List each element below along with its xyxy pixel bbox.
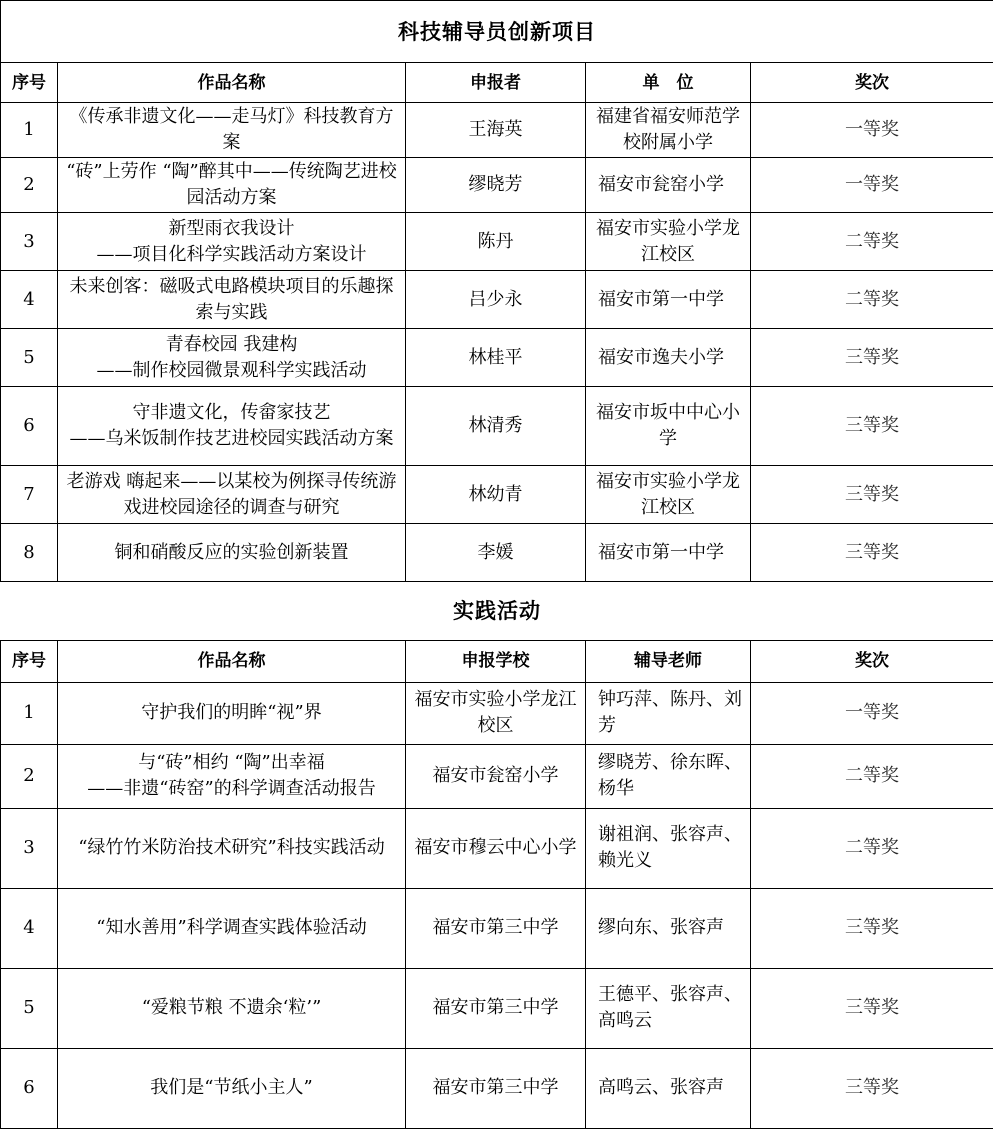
table-row (1, 466, 993, 524)
row-unit: 福安市瓮窑小学 (586, 158, 751, 213)
row-award: 二等奖 (751, 213, 993, 271)
row-teachers: 缪向东、张容声 (586, 888, 751, 968)
row-applicant: 陈丹 (406, 213, 586, 271)
row-no: 7 (1, 466, 58, 524)
table-row (1, 271, 993, 329)
section-title: 实践活动 (1, 582, 993, 640)
row-award: 一等奖 (751, 682, 993, 744)
header-award: 奖次 (751, 640, 993, 682)
row-work-name: 未来创客：磁吸式电路模块项目的乐趣探索与实践 (58, 271, 406, 329)
row-award: 三等奖 (751, 888, 993, 968)
header-applicant: 申报者 (406, 63, 586, 103)
row-applicant: 王海英 (406, 103, 586, 158)
row-no: 1 (1, 103, 58, 158)
row-no: 4 (1, 271, 58, 329)
row-no: 8 (1, 524, 58, 582)
row-applicant: 林桂平 (406, 329, 586, 387)
row-no: 2 (1, 158, 58, 213)
row-applicant: 吕少永 (406, 271, 586, 329)
row-work-name: 老游戏 嗨起来——以某校为例探寻传统游戏进校园途径的调查与研究 (58, 466, 406, 524)
row-school: 福安市瓮窑小学 (406, 744, 586, 808)
row-work-name: 守非遗文化，传畲家技艺 ——乌米饭制作技艺进校园实践活动方案 (58, 387, 406, 466)
header-teachers: 辅导老师 (586, 640, 751, 682)
row-award: 三等奖 (751, 524, 993, 582)
table-row (1, 158, 993, 213)
row-award: 二等奖 (751, 744, 993, 808)
row-award: 三等奖 (751, 968, 993, 1048)
row-award: 三等奖 (751, 387, 993, 466)
row-work-name: “砖”上劳作 “陶”醉其中——传统陶艺进校园活动方案 (58, 158, 406, 213)
row-work-name: 新型雨衣我设计 ——项目化科学实践活动方案设计 (58, 213, 406, 271)
row-award: 三等奖 (751, 1048, 993, 1128)
header-work-name: 作品名称 (58, 63, 406, 103)
table-row (1, 329, 993, 387)
row-applicant: 林清秀 (406, 387, 586, 466)
row-no: 5 (1, 329, 58, 387)
row-school: 福安市穆云中心小学 (406, 808, 586, 888)
row-unit: 福安市第一中学 (586, 524, 751, 582)
row-teachers: 缪晓芳、徐东晖、杨华 (586, 744, 751, 808)
row-award: 三等奖 (751, 466, 993, 524)
table-row (1, 213, 993, 271)
row-teachers: 高鸣云、张容声 (586, 1048, 751, 1128)
table-row (1, 1048, 993, 1128)
header-school: 申报学校 (406, 640, 586, 682)
section-title-row (1, 1, 993, 63)
row-unit: 福安市第一中学 (586, 271, 751, 329)
row-unit: 福安市逸夫小学 (586, 329, 751, 387)
row-no: 4 (1, 888, 58, 968)
header-row (1, 63, 993, 103)
row-teachers: 王德平、张容声、高鸣云 (586, 968, 751, 1048)
row-work-name: 我们是“节纸小主人” (58, 1048, 406, 1128)
row-no: 3 (1, 213, 58, 271)
table-row (1, 103, 993, 158)
row-award: 三等奖 (751, 329, 993, 387)
row-work-name: 《传承非遗文化——走马灯》科技教育方案 (58, 103, 406, 158)
row-work-name: “爱粮节粮 不遗余‘粒’” (58, 968, 406, 1048)
row-applicant: 李媛 (406, 524, 586, 582)
table-row (1, 808, 993, 888)
row-school: 福安市第三中学 (406, 888, 586, 968)
header-award: 奖次 (751, 63, 993, 103)
row-work-name: 守护我们的明眸“视”界 (58, 682, 406, 744)
row-no: 2 (1, 744, 58, 808)
section-title-row (1, 582, 993, 640)
row-award: 二等奖 (751, 271, 993, 329)
row-work-name: 与“砖”相约 “陶”出幸福 ——非遗“砖窑”的科学调查活动报告 (58, 744, 406, 808)
row-award: 一等奖 (751, 103, 993, 158)
row-unit: 福建省福安师范学校附属小学 (586, 103, 751, 158)
row-award: 二等奖 (751, 808, 993, 888)
row-school: 福安市第三中学 (406, 1048, 586, 1128)
row-school: 福安市实验小学龙江校区 (406, 682, 586, 744)
row-work-name: “绿竹竹米防治技术研究”科技实践活动 (58, 808, 406, 888)
header-no: 序号 (1, 640, 58, 682)
row-no: 1 (1, 682, 58, 744)
table-row (1, 524, 993, 582)
table-row (1, 744, 993, 808)
row-applicant: 缪晓芳 (406, 158, 586, 213)
row-teachers: 谢祖润、张容声、赖光义 (586, 808, 751, 888)
header-row (1, 640, 993, 682)
row-work-name: 铜和硝酸反应的实验创新装置 (58, 524, 406, 582)
practice-activity-table (0, 582, 993, 1129)
row-no: 3 (1, 808, 58, 888)
table-row (1, 968, 993, 1048)
section-title: 科技辅导员创新项目 (1, 1, 993, 63)
row-unit: 福安市实验小学龙江校区 (586, 213, 751, 271)
table-row (1, 888, 993, 968)
row-no: 6 (1, 387, 58, 466)
row-work-name: 青春校园 我建构 ——制作校园微景观科学实践活动 (58, 329, 406, 387)
row-no: 5 (1, 968, 58, 1048)
row-award: 一等奖 (751, 158, 993, 213)
row-unit: 福安市坂中中心小学 (586, 387, 751, 466)
header-no: 序号 (1, 63, 58, 103)
header-work-name: 作品名称 (58, 640, 406, 682)
row-teachers: 钟巧萍、陈丹、刘芳 (586, 682, 751, 744)
header-unit: 单 位 (586, 63, 751, 103)
table-row (1, 387, 993, 466)
row-work-name: “知水善用”科学调查实践体验活动 (58, 888, 406, 968)
row-school: 福安市第三中学 (406, 968, 586, 1048)
row-no: 6 (1, 1048, 58, 1128)
table-row (1, 682, 993, 744)
row-applicant: 林幼青 (406, 466, 586, 524)
row-unit: 福安市实验小学龙江校区 (586, 466, 751, 524)
